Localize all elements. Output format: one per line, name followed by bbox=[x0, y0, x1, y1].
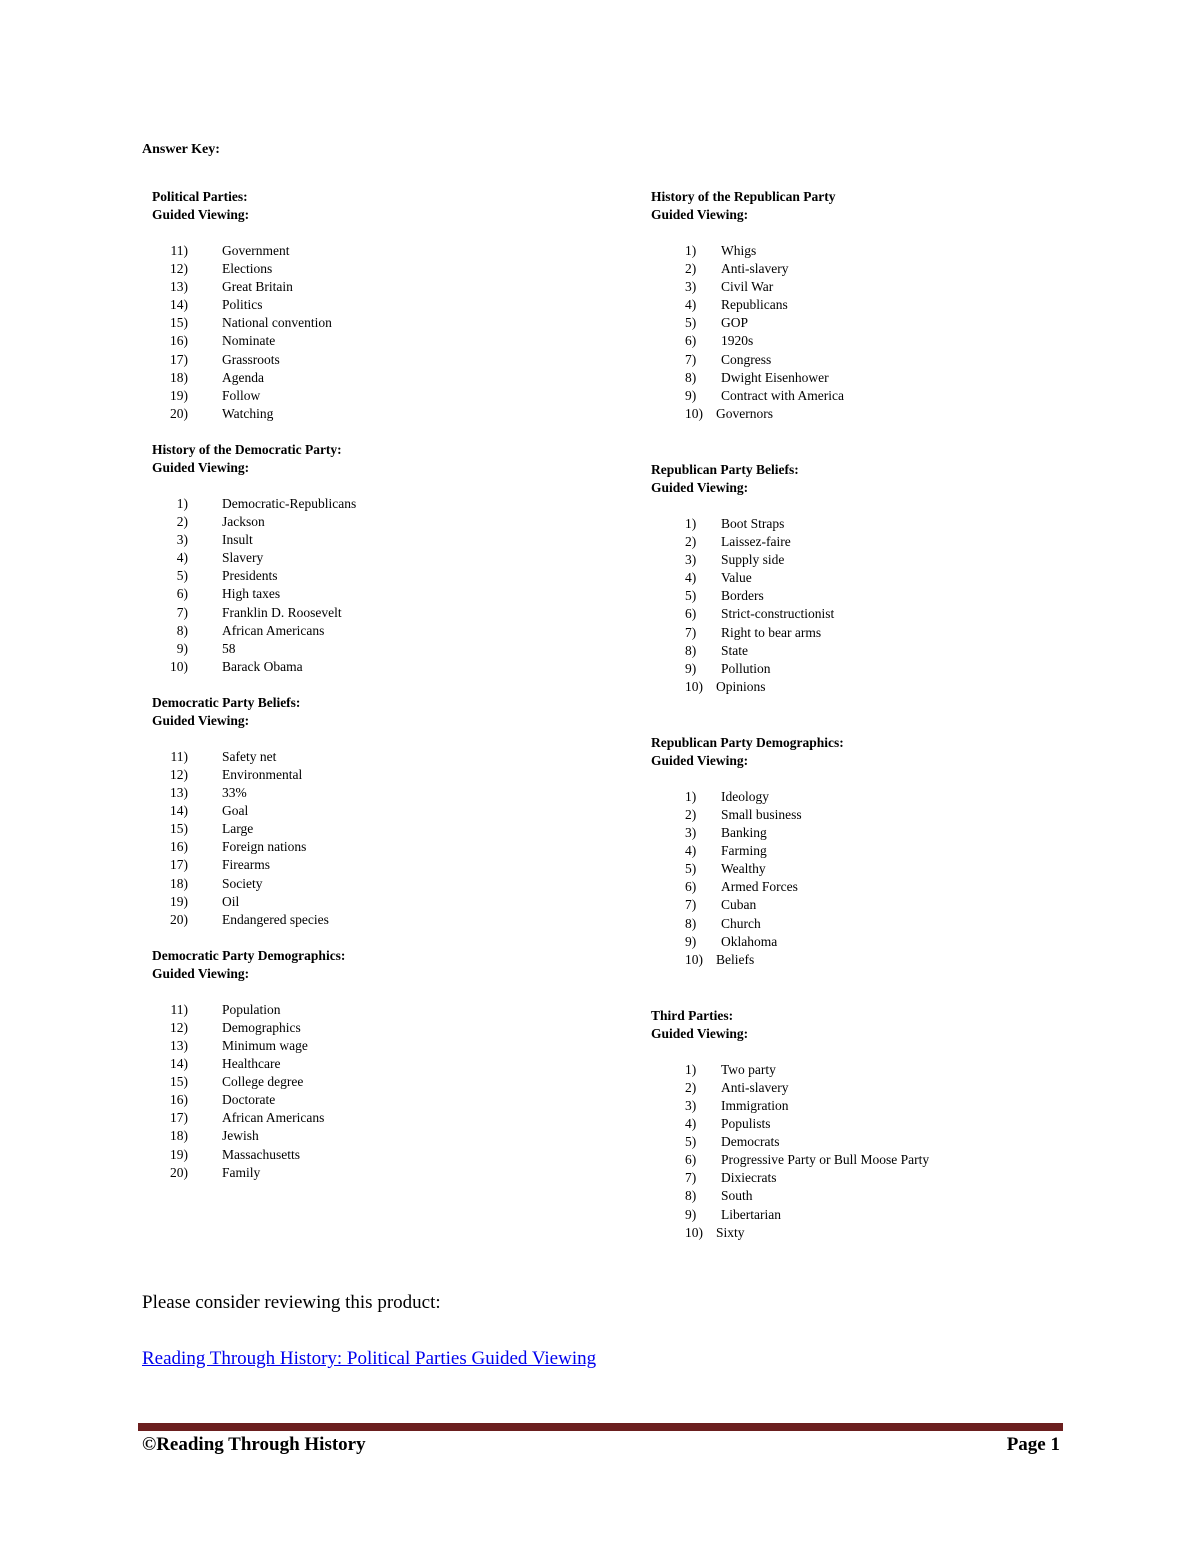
section-title: Third Parties: bbox=[651, 1007, 734, 1023]
answer-item bbox=[152, 604, 356, 622]
answer-item bbox=[651, 278, 929, 296]
answer-text: Immigration bbox=[721, 1098, 789, 1113]
answer-number: 11) bbox=[170, 748, 188, 764]
answer-list bbox=[152, 495, 356, 676]
answer-number: 20) bbox=[170, 1164, 188, 1180]
answer-item bbox=[651, 878, 929, 896]
section-title: Republican Party Demographics: bbox=[651, 734, 844, 750]
answer-number: 14) bbox=[170, 297, 188, 313]
answer-number: 7) bbox=[176, 604, 188, 620]
answer-number: 4) bbox=[685, 570, 697, 586]
answer-number: 5) bbox=[685, 1134, 697, 1150]
answer-text: Great Britain bbox=[222, 279, 293, 295]
answer-number: 15) bbox=[170, 315, 188, 331]
answer-text: African Americans bbox=[222, 622, 325, 638]
answer-item bbox=[152, 1146, 356, 1164]
answer-item bbox=[152, 242, 356, 260]
answer-text: Follow bbox=[222, 387, 261, 403]
answer-number: 1) bbox=[685, 515, 697, 531]
answer-text: Democrats bbox=[721, 1134, 780, 1150]
answer-item bbox=[651, 1097, 929, 1115]
answer-number: 5) bbox=[685, 861, 697, 877]
answer-number: 1) bbox=[685, 788, 697, 804]
answer-item bbox=[152, 296, 356, 314]
answer-item bbox=[651, 951, 929, 969]
answer-text: Endangered species bbox=[222, 911, 329, 927]
answer-item bbox=[152, 784, 356, 802]
answer-item bbox=[152, 622, 356, 640]
answer-item bbox=[152, 748, 356, 766]
answer-item bbox=[152, 1001, 356, 1019]
answer-item bbox=[152, 1037, 356, 1055]
answer-number: 12) bbox=[170, 766, 188, 782]
answer-number: 13) bbox=[170, 785, 188, 801]
answer-text: Jewish bbox=[222, 1128, 259, 1144]
answer-text: Banking bbox=[721, 825, 767, 841]
section-title: History of the Republican Party bbox=[651, 189, 836, 204]
answer-number: 16) bbox=[170, 333, 188, 349]
answer-text: Barack Obama bbox=[222, 658, 303, 674]
answer-text: Anti-slavery bbox=[721, 261, 789, 277]
answer-item bbox=[651, 587, 929, 605]
answer-text: Laissez-faire bbox=[721, 534, 791, 550]
answer-text: Elections bbox=[222, 261, 273, 277]
answer-text: Dixiecrats bbox=[721, 1170, 777, 1186]
answer-number: 20) bbox=[170, 911, 188, 927]
answer-number: 17) bbox=[170, 351, 188, 367]
answer-number: 6) bbox=[685, 606, 697, 622]
answer-text: African Americans bbox=[222, 1110, 325, 1126]
answer-item bbox=[152, 495, 356, 513]
answer-number: 14) bbox=[170, 1056, 188, 1072]
answer-item bbox=[651, 824, 929, 842]
answer-text: Healthcare bbox=[222, 1056, 281, 1072]
answer-number: 8) bbox=[176, 622, 188, 638]
answer-item bbox=[651, 605, 929, 623]
answer-item bbox=[651, 860, 929, 878]
answer-item bbox=[152, 1127, 356, 1145]
answer-section bbox=[651, 1007, 929, 1242]
answer-item bbox=[152, 260, 356, 278]
answer-number: 9) bbox=[685, 387, 697, 403]
answer-number: 4) bbox=[685, 297, 697, 313]
section-subtitle: Guided Viewing: bbox=[152, 459, 250, 475]
footer-page-number: Page 1 bbox=[1006, 1434, 1060, 1455]
answer-number: 1) bbox=[685, 1061, 697, 1077]
section-title: History of the Democratic Party: bbox=[152, 441, 342, 457]
answer-text: South bbox=[721, 1188, 753, 1204]
section-title: Democratic Party Demographics: bbox=[152, 947, 346, 963]
answer-number: 7) bbox=[685, 897, 697, 913]
answer-list bbox=[651, 788, 929, 969]
answer-item bbox=[651, 1115, 929, 1133]
answer-text: Value bbox=[721, 570, 752, 586]
answer-number: 2) bbox=[685, 261, 697, 277]
section-subtitle: Guided Viewing: bbox=[651, 1025, 749, 1041]
answer-text: Right to bear arms bbox=[721, 624, 822, 640]
answer-text: Beliefs bbox=[716, 951, 755, 967]
answer-number: 7) bbox=[685, 624, 697, 640]
answer-text: GOP bbox=[721, 315, 749, 331]
answer-item bbox=[651, 1133, 929, 1151]
answer-number: 18) bbox=[170, 875, 188, 891]
answer-item bbox=[651, 896, 929, 914]
answer-item bbox=[152, 314, 356, 332]
section-title: Political Parties: bbox=[152, 189, 248, 204]
answer-item bbox=[152, 585, 356, 603]
answer-text: Anti-slavery bbox=[721, 1079, 789, 1095]
answer-number: 19) bbox=[170, 1146, 188, 1162]
answer-text: College degree bbox=[222, 1074, 304, 1090]
answer-text: 1920s bbox=[721, 333, 754, 349]
answer-number: 10) bbox=[685, 405, 703, 421]
answer-item bbox=[152, 802, 356, 820]
answer-number: 3) bbox=[685, 279, 697, 295]
section-subtitle: Guided Viewing: bbox=[651, 479, 749, 495]
answer-number: 12) bbox=[170, 1019, 188, 1035]
answer-number: 11) bbox=[170, 1001, 188, 1017]
answer-number: 10) bbox=[685, 951, 703, 967]
answer-list bbox=[152, 748, 356, 929]
answer-number: 12) bbox=[170, 261, 188, 277]
answer-text: Two party bbox=[721, 1061, 776, 1077]
answer-number: 15) bbox=[170, 1074, 188, 1090]
answer-item bbox=[651, 915, 929, 933]
answer-item bbox=[152, 766, 356, 784]
answer-text: Congress bbox=[721, 351, 772, 367]
answer-number: 3) bbox=[176, 532, 188, 548]
answer-text: Opinions bbox=[716, 678, 766, 694]
section-subtitle: Guided Viewing: bbox=[152, 207, 250, 222]
answer-item bbox=[152, 531, 356, 549]
answer-text: Borders bbox=[721, 588, 764, 604]
answer-item bbox=[152, 278, 356, 296]
answer-number: 8) bbox=[685, 1188, 697, 1204]
answer-number: 18) bbox=[170, 369, 188, 385]
answer-item bbox=[152, 893, 356, 911]
answer-text: Agenda bbox=[222, 369, 264, 385]
answer-number: 5) bbox=[176, 568, 188, 584]
answer-text: 33% bbox=[222, 785, 247, 801]
answer-key-heading: Answer Key: bbox=[142, 142, 220, 157]
answer-item bbox=[651, 387, 929, 405]
answer-number: 11) bbox=[170, 243, 188, 258]
answer-number: 2) bbox=[685, 806, 697, 822]
answer-number: 20) bbox=[170, 405, 188, 421]
answer-section bbox=[651, 188, 929, 423]
answer-text: Foreign nations bbox=[222, 839, 307, 855]
answer-list bbox=[152, 242, 356, 423]
answer-item bbox=[152, 875, 356, 893]
answer-text: Republicans bbox=[721, 297, 788, 313]
answer-item bbox=[152, 1019, 356, 1037]
answer-number: 19) bbox=[170, 893, 188, 909]
answer-item bbox=[152, 1109, 356, 1127]
answer-number: 4) bbox=[176, 550, 188, 566]
answer-list bbox=[651, 1061, 929, 1242]
answer-item bbox=[651, 1187, 929, 1205]
answer-section bbox=[152, 947, 356, 1182]
answer-number: 1) bbox=[176, 495, 188, 511]
answer-text: Government bbox=[222, 243, 290, 258]
answer-number: 3) bbox=[685, 552, 697, 568]
answer-number: 13) bbox=[170, 279, 188, 295]
answer-text: Cuban bbox=[721, 897, 757, 913]
answer-item bbox=[651, 551, 929, 569]
answer-item bbox=[651, 314, 929, 332]
answer-number: 19) bbox=[170, 387, 188, 403]
answer-text: Progressive Party or Bull Moose Party bbox=[721, 1152, 930, 1168]
answer-item bbox=[651, 642, 929, 660]
answer-number: 17) bbox=[170, 1110, 188, 1126]
section-subtitle: Guided Viewing: bbox=[152, 712, 250, 728]
answer-text: Populists bbox=[721, 1116, 771, 1132]
answer-item bbox=[651, 296, 929, 314]
answer-item bbox=[152, 369, 356, 387]
answer-item bbox=[152, 1091, 356, 1109]
answer-item bbox=[651, 1224, 929, 1242]
answer-text: Sixty bbox=[716, 1224, 745, 1240]
answer-item bbox=[152, 838, 356, 856]
answer-item bbox=[152, 405, 356, 423]
answer-number: 10) bbox=[170, 658, 188, 674]
answer-text: State bbox=[721, 642, 748, 658]
answer-item bbox=[651, 369, 929, 387]
answer-text: National convention bbox=[222, 315, 332, 331]
answer-item bbox=[152, 1055, 356, 1073]
answer-item bbox=[152, 1073, 356, 1091]
answer-item bbox=[651, 842, 929, 860]
product-review-link[interactable]: Reading Through History: Political Parties Guided Viewing bbox=[142, 1348, 597, 1369]
footer-copyright: ©Reading Through History bbox=[142, 1434, 366, 1455]
answer-item bbox=[651, 242, 929, 260]
answer-item bbox=[152, 332, 356, 350]
answer-text: Wealthy bbox=[721, 861, 766, 877]
answer-number: 1) bbox=[685, 243, 697, 258]
answer-number: 2) bbox=[176, 514, 188, 530]
answer-item bbox=[651, 624, 929, 642]
answer-text: Strict-constructionist bbox=[721, 606, 835, 622]
answer-text: Insult bbox=[222, 532, 253, 548]
answer-list bbox=[651, 515, 929, 696]
right-column bbox=[651, 188, 929, 1242]
section-subtitle: Guided Viewing: bbox=[651, 752, 749, 768]
answer-item bbox=[651, 260, 929, 278]
answer-text: Population bbox=[222, 1001, 281, 1017]
answer-text: Small business bbox=[721, 806, 802, 822]
answer-text: Minimum wage bbox=[222, 1038, 308, 1053]
answer-item bbox=[651, 569, 929, 587]
answer-text: Contract with America bbox=[721, 387, 844, 403]
answer-list bbox=[152, 1001, 356, 1182]
footer-divider bbox=[138, 1423, 1063, 1431]
answer-item bbox=[651, 405, 929, 423]
answer-text: Democratic-Republicans bbox=[222, 495, 357, 511]
answer-item bbox=[152, 911, 356, 929]
answer-item bbox=[651, 788, 929, 806]
answer-number: 17) bbox=[170, 857, 188, 873]
answer-number: 3) bbox=[685, 825, 697, 841]
answer-text: Demographics bbox=[222, 1019, 301, 1035]
answer-number: 8) bbox=[685, 642, 697, 658]
answer-text: Grassroots bbox=[222, 351, 280, 367]
answer-item bbox=[152, 820, 356, 838]
answer-item bbox=[152, 856, 356, 874]
answer-item bbox=[651, 1061, 929, 1079]
answer-number: 6) bbox=[685, 879, 697, 895]
answer-item bbox=[152, 640, 356, 658]
answer-item bbox=[651, 351, 929, 369]
answer-text: Pollution bbox=[721, 660, 771, 676]
answer-text: Goal bbox=[222, 803, 249, 819]
answer-item bbox=[152, 1164, 356, 1182]
answer-item bbox=[152, 567, 356, 585]
answer-section bbox=[651, 461, 929, 696]
answer-number: 14) bbox=[170, 803, 188, 819]
answer-number: 3) bbox=[685, 1098, 697, 1113]
answer-text: Civil War bbox=[721, 279, 774, 295]
answer-text: Nominate bbox=[222, 333, 276, 349]
answer-number: 5) bbox=[685, 315, 697, 331]
answer-text: Dwight Eisenhower bbox=[721, 369, 829, 385]
answer-text: Large bbox=[222, 821, 254, 837]
answer-number: 9) bbox=[176, 640, 188, 656]
answer-section bbox=[152, 441, 356, 676]
answer-item bbox=[651, 515, 929, 533]
answer-number: 6) bbox=[176, 586, 188, 602]
answer-item bbox=[651, 806, 929, 824]
answer-text: Whigs bbox=[721, 243, 757, 258]
answer-text: Franklin D. Roosevelt bbox=[222, 604, 342, 620]
answer-number: 2) bbox=[685, 1079, 697, 1095]
answer-item bbox=[651, 1206, 929, 1224]
answer-section bbox=[651, 734, 929, 969]
answer-number: 7) bbox=[685, 1170, 697, 1186]
answer-text: Jackson bbox=[222, 514, 265, 530]
answer-number: 6) bbox=[685, 1152, 697, 1168]
answer-item bbox=[651, 1151, 929, 1169]
answer-text: 58 bbox=[222, 640, 236, 656]
answer-number: 9) bbox=[685, 660, 697, 676]
answer-number: 6) bbox=[685, 333, 697, 349]
answer-item bbox=[651, 933, 929, 951]
answer-number: 8) bbox=[685, 915, 697, 931]
answer-text: Watching bbox=[222, 405, 274, 421]
answer-item bbox=[651, 678, 929, 696]
answer-text: Slavery bbox=[222, 550, 264, 566]
answer-text: Safety net bbox=[222, 748, 277, 764]
answer-number: 16) bbox=[170, 839, 188, 855]
answer-text: Environmental bbox=[222, 766, 303, 782]
answer-number: 2) bbox=[685, 534, 697, 550]
answer-item bbox=[152, 549, 356, 567]
answer-number: 7) bbox=[685, 351, 697, 367]
answer-item bbox=[651, 1169, 929, 1187]
answer-number: 9) bbox=[685, 933, 697, 949]
answer-number: 10) bbox=[685, 1224, 703, 1240]
answer-text: Presidents bbox=[222, 568, 278, 584]
answer-number: 4) bbox=[685, 1116, 697, 1132]
answer-text: High taxes bbox=[222, 586, 281, 602]
answer-section bbox=[152, 188, 356, 423]
answer-text: Governors bbox=[716, 405, 773, 421]
answer-list bbox=[651, 242, 929, 423]
answer-number: 4) bbox=[685, 843, 697, 859]
answer-text: Armed Forces bbox=[721, 879, 798, 895]
answer-number: 13) bbox=[170, 1038, 188, 1053]
answer-item bbox=[651, 660, 929, 678]
left-column bbox=[152, 188, 356, 1182]
answer-text: Supply side bbox=[721, 552, 785, 568]
answer-text: Libertarian bbox=[721, 1206, 781, 1222]
section-title: Democratic Party Beliefs: bbox=[152, 694, 301, 710]
review-prompt: Please consider reviewing this product: bbox=[142, 1292, 441, 1313]
answer-text: Oklahoma bbox=[721, 933, 778, 949]
answer-section bbox=[152, 694, 356, 929]
answer-item bbox=[152, 658, 356, 676]
answer-text: Massachusetts bbox=[222, 1146, 300, 1162]
answer-text: Boot Straps bbox=[721, 515, 785, 531]
section-title: Republican Party Beliefs: bbox=[651, 461, 799, 477]
answer-number: 15) bbox=[170, 821, 188, 837]
answer-text: Politics bbox=[222, 297, 263, 313]
answer-text: Oil bbox=[222, 893, 240, 909]
answer-text: Church bbox=[721, 915, 761, 931]
answer-item bbox=[651, 533, 929, 551]
answer-number: 18) bbox=[170, 1128, 188, 1144]
answer-text: Society bbox=[222, 875, 263, 891]
answer-number: 9) bbox=[685, 1206, 697, 1222]
answer-number: 10) bbox=[685, 678, 703, 694]
answer-item bbox=[651, 332, 929, 350]
answer-item bbox=[152, 513, 356, 531]
answer-text: Doctorate bbox=[222, 1092, 276, 1108]
answer-item bbox=[152, 387, 356, 405]
answer-text: Firearms bbox=[222, 857, 270, 873]
answer-number: 5) bbox=[685, 588, 697, 604]
answer-text: Ideology bbox=[721, 788, 769, 804]
section-subtitle: Guided Viewing: bbox=[152, 965, 250, 981]
answer-number: 8) bbox=[685, 369, 697, 385]
answer-item bbox=[152, 351, 356, 369]
answer-item bbox=[651, 1079, 929, 1097]
answer-text: Farming bbox=[721, 843, 767, 859]
section-subtitle: Guided Viewing: bbox=[651, 207, 749, 222]
answer-number: 16) bbox=[170, 1092, 188, 1108]
answer-text: Family bbox=[222, 1164, 261, 1180]
